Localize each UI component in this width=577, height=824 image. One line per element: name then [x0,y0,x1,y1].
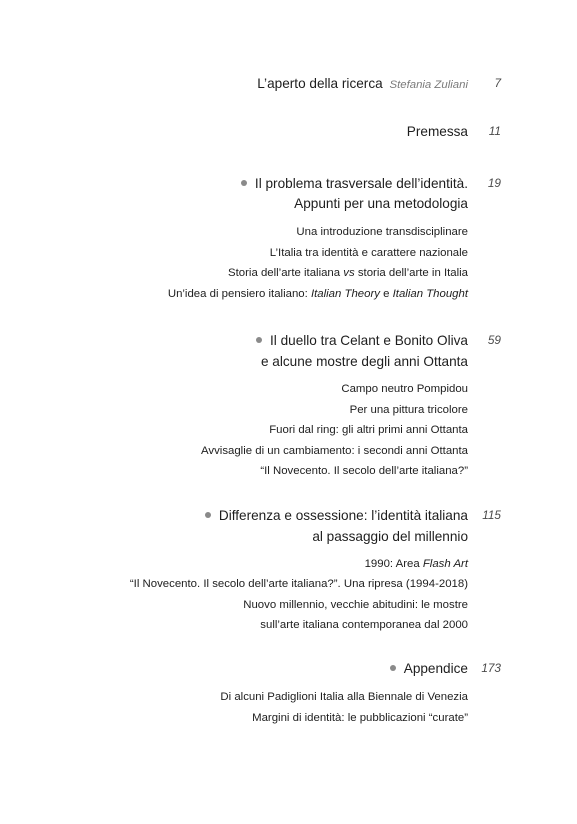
toc-subentry: Di alcuni Padiglioni Italia alla Biennale di Venezia [220,691,468,703]
toc-subentry-text: Storia dell’arte italiana [228,267,344,279]
toc-page-chapter-3: 115 [482,508,501,522]
toc-subentry: sull’arte italiana contemporanea dal 2000 [260,619,468,631]
toc-subentry-text: storia dell’arte in Italia [354,267,468,279]
toc-entry-intro-author: Stefania Zuliani [389,79,468,91]
toc-subentry: Fuori dal ring: gli altri primi anni Ottanta [269,424,468,436]
toc-subentry [365,559,468,570]
toc-subentry-text: 1990: Area [364,558,423,570]
toc-chapter-1-title-text: Il problema trasversale dell’identità. [254,176,468,191]
toc-page-appendix: 173 [481,661,501,675]
toc-subentry-italic: vs [343,267,355,279]
toc-chapter-1-title-line2: Appunti per una metodologia [294,196,468,211]
bullet-icon [241,180,247,186]
bullet-icon [205,512,211,518]
toc-chapter-3-title-text: Differenza e ossessione: l’identità italiana [218,508,468,523]
toc-chapter-3-title-line1 [205,509,468,523]
toc-subentry-text: e [379,288,393,300]
toc-subentry: Avvisaglie di un cambiamento: i secondi anni Ottanta [201,445,468,457]
toc-subentry-italic: Italian Thought [392,288,468,300]
toc-chapter-2-title-line2: e alcune mostre degli anni Ottanta [260,354,468,369]
toc-appendix-title [390,662,468,676]
toc-subentry [168,289,468,300]
toc-appendix-title-text: Appendice [403,661,468,676]
toc-page-premessa: 11 [488,124,501,138]
toc-subentry [228,268,468,279]
toc-subentry: “Il Novecento. Il secolo dell’arte italiana?” [260,465,468,477]
toc-chapter-2-title-line1 [256,334,468,348]
toc-subentry: Per una pittura tricolore [349,404,468,416]
toc-subentry-text: Un’idea di pensiero italiano: [167,288,311,300]
toc-entry-intro-title: L’aperto della ricerca [257,76,383,91]
toc-chapter-3-title-line2: al passaggio del millennio [312,529,468,544]
bullet-icon [256,337,262,343]
toc-subentry: L’Italia tra identità e carattere nazionale [269,247,468,259]
bullet-icon [390,665,396,671]
toc-subentry-italic: Italian Theory [310,288,380,300]
toc-subentry-italic: Flash Art [422,558,468,570]
toc-chapter-1-title-line1 [241,177,468,191]
toc-subentry: Nuovo millennio, vecchie abitudini: le mostre [243,599,468,611]
toc-page-chapter-2: 59 [487,333,501,347]
toc-entry-premessa: Premessa [406,124,468,139]
toc-entry-intro [257,77,468,91]
toc-subentry: Campo neutro Pompidou [341,383,468,395]
toc-subentry: “Il Novecento. Il secolo dell’arte italiana?”. Una ripresa (1994-2018) [129,578,468,590]
toc-page-chapter-1: 19 [487,176,501,190]
toc-page-intro: 7 [494,76,501,90]
toc-chapter-2-title-text: Il duello tra Celant e Bonito Oliva [270,333,468,348]
toc-subentry: Margini di identità: le pubblicazioni “curate” [252,712,468,724]
toc-subentry: Una introduzione transdisciplinare [296,226,468,238]
